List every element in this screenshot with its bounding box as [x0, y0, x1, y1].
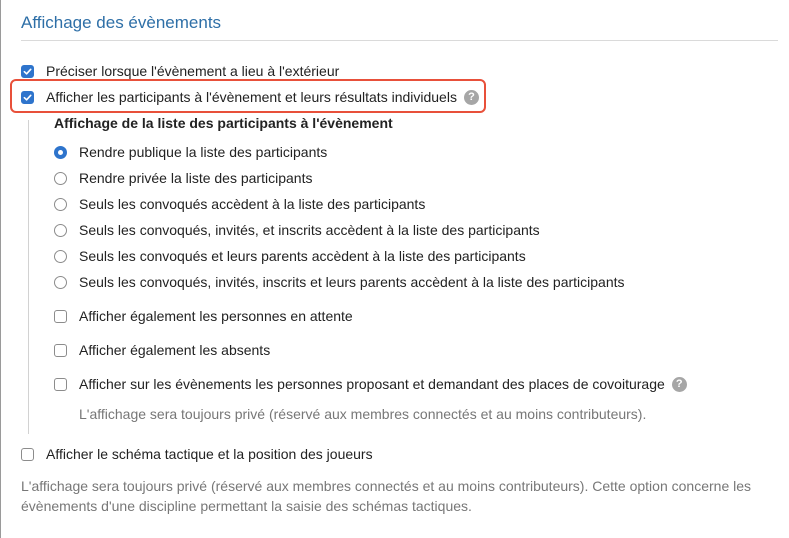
- absents-option[interactable]: [54, 340, 270, 360]
- radio-option[interactable]: [54, 168, 312, 188]
- tactics-note-line2: évènements d'une discipline permettant la saisie des schémas tactiques.: [21, 498, 472, 514]
- carpool-label: Afficher sur les évènements les personnes proposant et demandant des places de covoiturage: [79, 376, 665, 392]
- outdoor-label: Préciser lorsque l'évènement a lieu à l'extérieur: [46, 63, 340, 79]
- radio-button[interactable]: [54, 146, 67, 159]
- participants-list-title: Affichage de la liste des participants à l'évènement: [54, 115, 393, 131]
- waiting-label: Afficher également les personnes en attente: [79, 308, 353, 324]
- radio-option[interactable]: [54, 272, 625, 292]
- outdoor-checkbox[interactable]: [21, 65, 34, 78]
- help-icon[interactable]: ?: [464, 90, 479, 105]
- absents-label: Afficher également les absents: [79, 342, 271, 358]
- absents-checkbox[interactable]: [54, 344, 67, 357]
- tactics-checkbox[interactable]: [21, 448, 34, 461]
- sub-options-divider: [28, 120, 29, 434]
- tactics-option[interactable]: [21, 444, 373, 464]
- tactics-label: Afficher le schéma tactique et la position des joueurs: [46, 446, 373, 462]
- radio-option[interactable]: [54, 142, 327, 162]
- radio-label: Rendre publique la liste des participants: [79, 144, 328, 160]
- waiting-option[interactable]: [54, 306, 353, 326]
- radio-button[interactable]: [54, 198, 67, 211]
- radio-option[interactable]: [54, 246, 526, 266]
- checkmark-icon: [23, 93, 32, 102]
- checkmark-icon: [23, 67, 32, 76]
- radio-button[interactable]: [54, 250, 67, 263]
- radio-label: Seuls les convoqués, invités, inscrits et leurs parents accèdent à la liste des participants: [79, 274, 625, 290]
- section-divider: [21, 40, 778, 41]
- radio-button[interactable]: [54, 224, 67, 237]
- radio-option[interactable]: [54, 194, 425, 214]
- participants-option[interactable]: [21, 87, 479, 107]
- radio-button[interactable]: [54, 276, 67, 289]
- waiting-checkbox[interactable]: [54, 310, 67, 323]
- participants-label: Afficher les participants à l'évènement et leurs résultats individuels: [46, 89, 457, 105]
- participants-checkbox[interactable]: [21, 91, 34, 104]
- radio-option[interactable]: [54, 220, 540, 240]
- participants-note: L'affichage sera toujours privé (réservé aux membres connectés et au moins contributeurs).: [79, 406, 647, 422]
- radio-label: Seuls les convoqués accèdent à la liste des participants: [79, 196, 426, 212]
- left-border: [0, 0, 1, 538]
- radio-button[interactable]: [54, 172, 67, 185]
- outdoor-option[interactable]: [21, 61, 339, 81]
- radio-label: Rendre privée la liste des participants: [79, 170, 313, 186]
- section-title: Affichage des évènements: [21, 13, 222, 32]
- radio-label: Seuls les convoqués et leurs parents accèdent à la liste des participants: [79, 248, 526, 264]
- radio-label: Seuls les convoqués, invités, et inscrits accèdent à la liste des participants: [79, 222, 540, 238]
- carpool-checkbox[interactable]: [54, 378, 67, 391]
- help-icon[interactable]: ?: [672, 377, 687, 392]
- tactics-note-line1: L'affichage sera toujours privé (réservé aux membres connectés et au moins contributeurs). Cette option concerne les: [21, 478, 752, 494]
- carpool-option[interactable]: [54, 374, 687, 394]
